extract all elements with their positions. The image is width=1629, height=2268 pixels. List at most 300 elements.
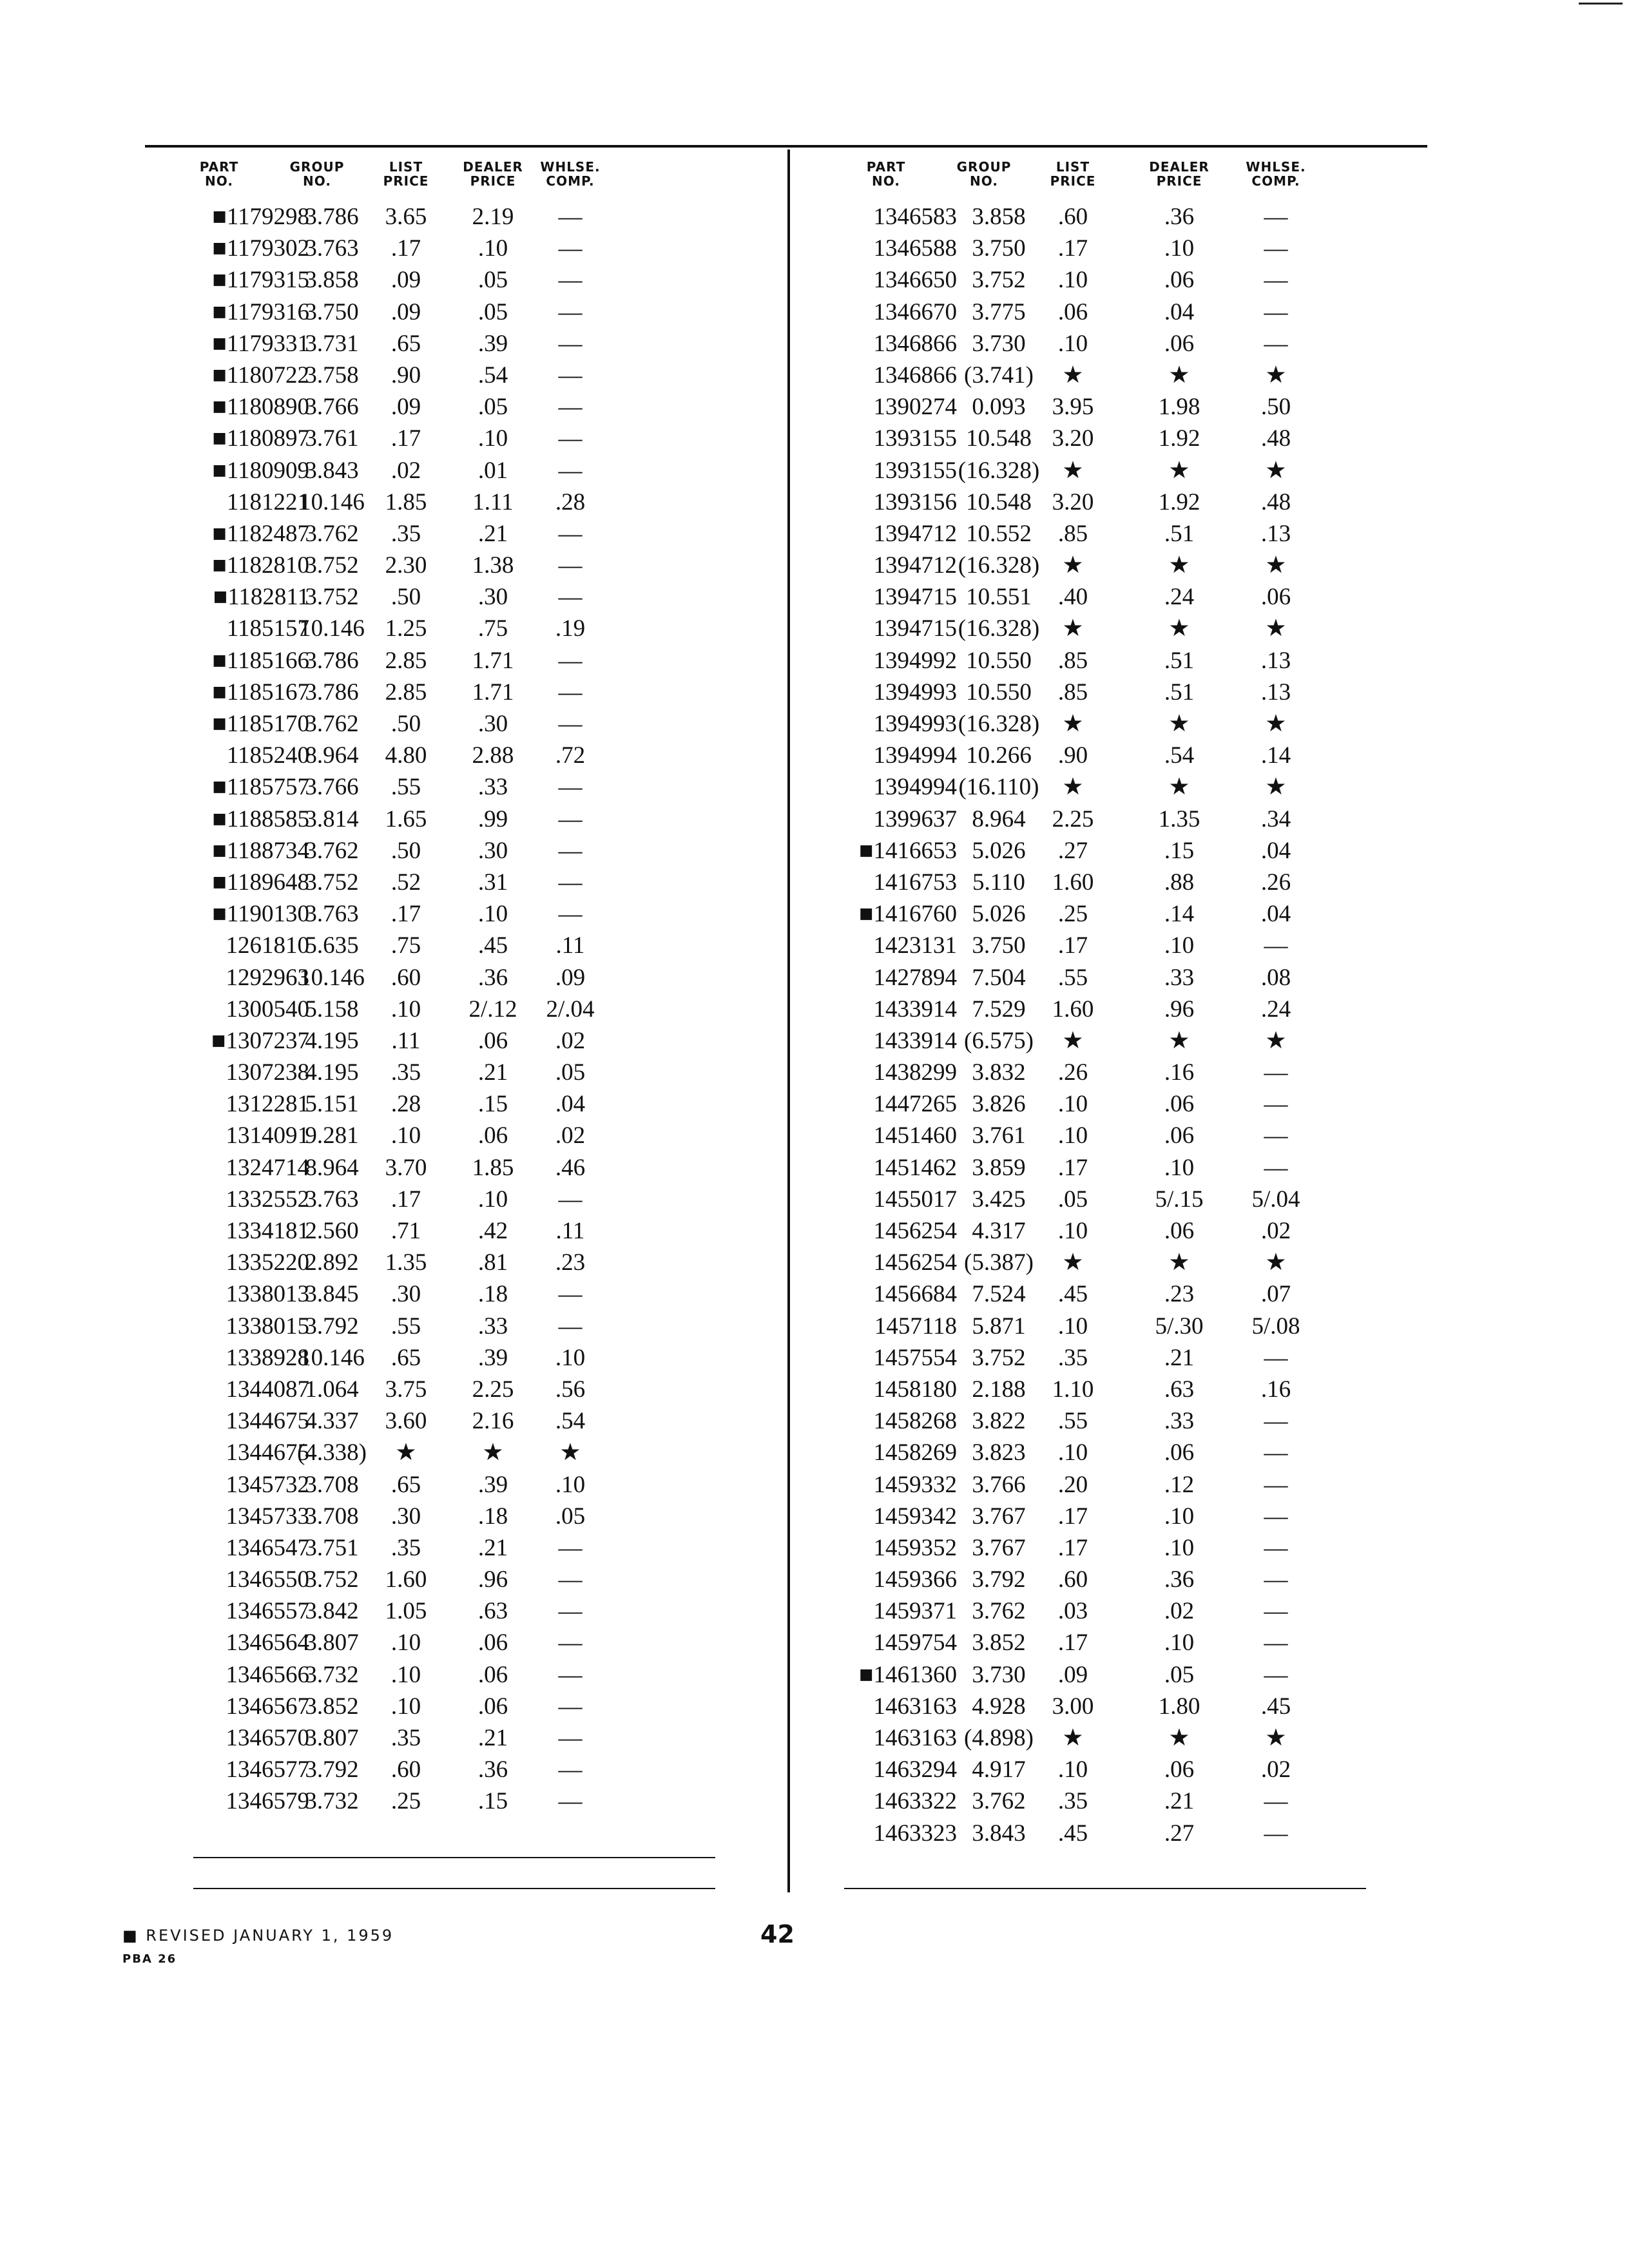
cell-whlse: .04 (1260, 837, 1291, 864)
cell-dealer: .36 (477, 1756, 508, 1783)
cell-part: ■1185757 (212, 774, 309, 801)
cell-group: 4.928 (972, 1693, 1026, 1720)
cell-whlse: — (558, 1312, 583, 1340)
cell-part: 1433914 (873, 995, 957, 1023)
cell-group: 3.758 (305, 361, 359, 389)
cell-list: ★ (1062, 1027, 1084, 1054)
cell-part: 1346566 (226, 1661, 309, 1688)
cell-group: 3.766 (305, 394, 359, 421)
cell-group: 3.859 (972, 1154, 1026, 1181)
table-row (145, 994, 786, 1025)
cell-dealer: .05 (1164, 1661, 1195, 1688)
table-row (793, 771, 1431, 803)
table-row (793, 867, 1431, 898)
cell-dealer: .10 (477, 235, 508, 262)
table-row (145, 1469, 786, 1501)
cell-whlse: 2/.04 (546, 995, 595, 1023)
cell-whlse: — (558, 805, 583, 832)
table-row (145, 1374, 786, 1405)
cell-whlse: — (1264, 1598, 1288, 1625)
cell-dealer: .06 (1164, 267, 1195, 294)
cell-group: 3.730 (972, 330, 1026, 357)
cell-whlse: .26 (1260, 869, 1291, 896)
cell-dealer: .06 (1164, 1218, 1195, 1244)
cell-list: ★ (1062, 615, 1084, 642)
cell-group: 3.852 (305, 1693, 359, 1720)
cell-group: 3.858 (972, 204, 1026, 230)
cell-group: 3.763 (305, 1186, 359, 1213)
cell-list: .35 (390, 1059, 421, 1086)
table-row (145, 1722, 786, 1754)
cell-part: ■1180890 (212, 394, 309, 421)
cell-dealer: .99 (477, 805, 508, 832)
cell-part: 1324714 (226, 1154, 309, 1181)
cell-list: ★ (1062, 457, 1084, 484)
cell-dealer: .21 (477, 520, 508, 547)
cell-group: 3.752 (972, 1344, 1026, 1371)
cell-list: .10 (1057, 1122, 1088, 1149)
table-row (793, 1501, 1431, 1532)
cell-group: 5.151 (305, 1091, 359, 1118)
table-row (793, 740, 1431, 771)
cell-group: 3.786 (305, 647, 359, 674)
cell-dealer: .31 (477, 869, 508, 896)
cell-group: (16.110) (958, 774, 1039, 801)
cell-part: 1394994 (873, 742, 957, 769)
cell-whlse: — (558, 1566, 583, 1593)
cell-group: (16.328) (958, 552, 1040, 579)
table-row (145, 1088, 786, 1120)
cell-group: 5.026 (972, 837, 1026, 864)
cell-group: 2.560 (305, 1218, 359, 1244)
table-row (145, 201, 786, 233)
cell-dealer: .88 (1164, 869, 1195, 896)
cell-list: .45 (1057, 1281, 1088, 1308)
cell-group: 3.775 (972, 298, 1026, 325)
cell-whlse: .04 (555, 1091, 586, 1118)
cell-group: 3.767 (972, 1534, 1026, 1561)
cell-group: 4.195 (305, 1027, 359, 1054)
cell-list: .55 (1057, 1408, 1088, 1435)
cell-dealer: .12 (1164, 1471, 1195, 1498)
table-row (145, 264, 786, 296)
table-row (793, 1278, 1431, 1310)
cell-group: 3.731 (305, 330, 359, 357)
cell-dealer: .33 (1164, 964, 1195, 991)
cell-group: 8.964 (972, 805, 1026, 832)
cell-dealer: .45 (477, 932, 508, 959)
cell-group: 3.761 (305, 425, 359, 452)
cell-whlse: .34 (1260, 805, 1291, 832)
cell-list: .17 (1057, 1503, 1088, 1530)
cell-list: .10 (390, 995, 421, 1023)
cell-dealer: .06 (1164, 330, 1195, 357)
cell-list: .50 (390, 711, 421, 737)
cell-part: ■1182487 (212, 520, 309, 547)
table-row (793, 360, 1431, 391)
cell-whlse: — (558, 1756, 583, 1783)
table-row (793, 423, 1431, 454)
cell-group: 3.761 (972, 1122, 1026, 1149)
table-row (793, 1057, 1431, 1088)
cell-whlse: — (1264, 1408, 1288, 1435)
cell-list: .11 (391, 1027, 421, 1054)
cell-group: 3.752 (972, 267, 1026, 294)
table-row (145, 1659, 786, 1691)
cell-whlse: — (1264, 1091, 1288, 1118)
cell-whlse: — (1264, 1471, 1288, 1498)
cell-list: .10 (1057, 1218, 1088, 1244)
cell-list: .50 (390, 837, 421, 864)
cell-list: .55 (390, 774, 421, 801)
right-bottom-rule (844, 1888, 1366, 1889)
table-row (793, 518, 1431, 550)
table-row (145, 803, 786, 835)
table-row (145, 1278, 786, 1310)
table-row (793, 550, 1431, 581)
cell-whlse: ★ (1265, 774, 1287, 801)
table-row (793, 1659, 1431, 1691)
cell-list: .17 (1057, 932, 1088, 959)
cell-list: .35 (390, 1725, 421, 1751)
cell-dealer: 1.92 (1158, 488, 1200, 515)
cell-part: 1345732 (226, 1471, 309, 1498)
cell-list: .60 (1057, 204, 1088, 230)
cell-whlse: 5/.08 (1251, 1312, 1300, 1340)
cell-dealer: 1.85 (472, 1154, 514, 1181)
table-row (145, 550, 786, 581)
cell-part: 1459342 (873, 1503, 957, 1530)
cell-part: 1455017 (873, 1186, 957, 1213)
table-row (145, 1564, 786, 1595)
cell-part: 1438299 (873, 1059, 957, 1086)
cell-part: ■1180722 (212, 361, 309, 389)
cell-list: 3.20 (1052, 425, 1094, 452)
table-row (145, 1247, 786, 1278)
cell-list: .60 (390, 1756, 421, 1783)
cell-group: 3.843 (972, 1820, 1026, 1847)
cell-group: 3.843 (305, 457, 359, 484)
cell-dealer: .18 (477, 1281, 508, 1308)
cell-whlse: — (558, 869, 583, 896)
cell-whlse: .02 (1260, 1756, 1291, 1783)
cell-part: 1334181 (226, 1218, 309, 1244)
table-row (145, 930, 786, 961)
cell-group: 3.752 (305, 552, 359, 579)
table-row (145, 1595, 786, 1627)
cell-whlse: — (558, 901, 583, 928)
cell-whlse: — (558, 1661, 583, 1688)
table-row (793, 233, 1431, 264)
cell-list: 1.85 (385, 488, 427, 515)
cell-dealer: .51 (1164, 647, 1195, 674)
table-row (793, 613, 1431, 644)
table-row (145, 771, 786, 803)
cell-part: ■1188734 (212, 837, 309, 864)
cell-list: 1.60 (1052, 869, 1094, 896)
table-row (793, 677, 1431, 708)
cell-part: 1456684 (873, 1281, 957, 1308)
table-row (145, 867, 786, 898)
cell-part: 1447265 (873, 1091, 957, 1118)
cell-group: 5.158 (305, 995, 359, 1023)
table-row (145, 1057, 786, 1088)
cell-dealer: .24 (1164, 584, 1195, 611)
cell-whlse: — (558, 1629, 583, 1657)
cell-part: 1346570 (226, 1725, 309, 1751)
cell-dealer: .21 (477, 1725, 508, 1751)
cell-dealer: 1.92 (1158, 425, 1200, 452)
cell-part: ■1179331 (212, 330, 309, 357)
table-row (145, 740, 786, 771)
cell-whlse: — (558, 647, 583, 674)
cell-whlse: — (1264, 298, 1288, 325)
table-row (793, 1342, 1431, 1374)
cell-part: 1458180 (873, 1376, 957, 1403)
cell-list: .85 (1057, 520, 1088, 547)
cell-part: ■1185166 (212, 647, 309, 674)
table-row (145, 1691, 786, 1722)
cell-part: 1344087 (226, 1376, 309, 1403)
cell-whlse: .02 (555, 1122, 586, 1149)
cell-dealer: 1.98 (1158, 394, 1200, 421)
cell-dealer: .14 (1164, 901, 1195, 928)
cell-list: .03 (1057, 1598, 1088, 1625)
cell-dealer: .96 (1164, 995, 1195, 1023)
table-row (793, 645, 1431, 677)
cell-dealer: 1.11 (472, 488, 514, 515)
cell-part: 1458268 (873, 1408, 957, 1435)
cell-list: 1.25 (385, 615, 427, 642)
cell-part: 1346866 (873, 330, 957, 357)
table-row (145, 613, 786, 644)
cell-whlse: .56 (555, 1376, 586, 1403)
table-row (145, 1754, 786, 1785)
cell-list: ★ (1062, 711, 1084, 737)
cell-part: 1346866 (873, 361, 957, 389)
cell-dealer: .18 (477, 1503, 508, 1530)
cell-part: 1346557 (226, 1598, 309, 1625)
table-row (793, 1469, 1431, 1501)
cell-group: 3.807 (305, 1629, 359, 1657)
cell-whlse: ★ (1265, 615, 1287, 642)
cell-dealer: .06 (477, 1693, 508, 1720)
cell-part: 1451460 (873, 1122, 957, 1149)
cell-dealer: 5/.15 (1155, 1186, 1204, 1213)
cell-list: .60 (390, 964, 421, 991)
cell-list: .35 (1057, 1788, 1088, 1815)
cell-dealer: .54 (1164, 742, 1195, 769)
table-row (145, 391, 786, 423)
cell-whlse: .72 (555, 742, 586, 769)
cell-whlse: ★ (1265, 552, 1287, 579)
cell-group: 3.823 (972, 1439, 1026, 1466)
table-row (793, 1025, 1431, 1057)
cell-list: .45 (1057, 1820, 1088, 1847)
cell-part: 1345733 (226, 1503, 309, 1530)
table-row (145, 360, 786, 391)
cell-whlse: .50 (1260, 394, 1291, 421)
cell-group: (6.575) (964, 1027, 1034, 1054)
cell-whlse: .54 (555, 1408, 586, 1435)
table-row (145, 1311, 786, 1342)
cell-part: 1390274 (873, 394, 957, 421)
cell-part: 1185240 (226, 742, 309, 769)
cell-part: 1394715 (873, 584, 957, 611)
cell-part: ■1188585 (212, 805, 309, 832)
cell-part: 1346550 (226, 1566, 309, 1593)
cell-part: 1393155 (873, 457, 957, 484)
cell-dealer: .06 (477, 1122, 508, 1149)
cell-group: 3.732 (305, 1661, 359, 1688)
header-part-no: PART NO. (199, 159, 239, 189)
cell-list: .09 (390, 298, 421, 325)
cell-part: ■1182811 (213, 584, 309, 611)
cell-group: 3.792 (305, 1756, 359, 1783)
table-row (793, 1405, 1431, 1437)
cell-part: 1181221 (226, 488, 309, 515)
cell-list: .10 (1057, 1091, 1088, 1118)
cell-dealer: .51 (1164, 678, 1195, 706)
table-row (145, 1627, 786, 1658)
cell-whlse: — (1264, 1534, 1288, 1561)
cell-group: (16.328) (958, 457, 1040, 484)
cell-part: ■1179298 (212, 204, 309, 230)
cell-whlse: .11 (555, 1218, 585, 1244)
cell-group: 3.425 (972, 1186, 1026, 1213)
cell-whlse: ★ (1265, 1725, 1287, 1751)
cell-group: 7.504 (972, 964, 1026, 991)
cell-part: 1459366 (873, 1566, 957, 1593)
cell-dealer: .33 (477, 774, 508, 801)
cell-part: 1346650 (873, 267, 957, 294)
cell-dealer: .51 (1164, 520, 1195, 547)
cell-list: .09 (390, 267, 421, 294)
table-row (145, 581, 786, 613)
cell-list: .55 (390, 1312, 421, 1340)
cell-whlse: — (558, 837, 583, 864)
cell-dealer: .05 (477, 267, 508, 294)
cell-group: (4.898) (964, 1725, 1034, 1751)
cell-whlse: — (558, 1534, 583, 1561)
table-row (793, 1691, 1431, 1722)
cell-dealer: .01 (477, 457, 508, 484)
cell-list: .90 (1057, 742, 1088, 769)
cell-list: .17 (1057, 1534, 1088, 1561)
cell-part: 1458269 (873, 1439, 957, 1466)
cell-list: 3.60 (385, 1408, 427, 1435)
cell-dealer: .04 (1164, 298, 1195, 325)
cell-dealer: 1.80 (1158, 1693, 1200, 1720)
cell-dealer: .30 (477, 837, 508, 864)
table-row (145, 455, 786, 486)
form-code: PBA 26 (122, 1952, 177, 1966)
table-row (793, 264, 1431, 296)
cell-part: 1399637 (873, 805, 957, 832)
table-row (793, 930, 1431, 961)
cell-whlse: .13 (1260, 520, 1291, 547)
cell-group: 3.822 (972, 1408, 1026, 1435)
cell-group: 3.750 (972, 235, 1026, 262)
cell-whlse: ★ (559, 1439, 581, 1466)
cell-whlse: — (1264, 1820, 1288, 1847)
cell-dealer: .15 (477, 1091, 508, 1118)
cell-group: 3.763 (305, 901, 359, 928)
cell-whlse: — (558, 1186, 583, 1213)
cell-list: 1.05 (385, 1598, 427, 1625)
cell-whlse: — (558, 774, 583, 801)
cell-part: 1416753 (873, 869, 957, 896)
cell-dealer: .36 (1164, 204, 1195, 230)
cell-dealer: .10 (1164, 1154, 1195, 1181)
cell-part: 1346579 (226, 1788, 309, 1815)
cell-whlse: .13 (1260, 647, 1291, 674)
table-row (145, 898, 786, 930)
left-table-header (145, 149, 786, 201)
cell-dealer: .10 (1164, 235, 1195, 262)
table-row (145, 296, 786, 328)
cell-group: 3.786 (305, 678, 359, 706)
cell-whlse: 5/.04 (1251, 1186, 1300, 1213)
cell-dealer: .33 (477, 1312, 508, 1340)
table-row (145, 1532, 786, 1564)
cell-part: 1423131 (873, 932, 957, 959)
cell-dealer: .81 (477, 1249, 508, 1276)
cell-group: 3.752 (305, 1566, 359, 1593)
cell-group: 3.730 (972, 1661, 1026, 1688)
cell-dealer: .05 (477, 394, 508, 421)
cell-part: 1344675 (226, 1439, 309, 1466)
cell-list: .85 (1057, 678, 1088, 706)
cell-whlse: — (558, 394, 583, 421)
cell-part: 1463163 (873, 1725, 957, 1751)
cell-list: .65 (390, 330, 421, 357)
cell-list: .90 (390, 361, 421, 389)
cell-group: 3.763 (305, 235, 359, 262)
cell-dealer: .30 (477, 584, 508, 611)
table-row (145, 1120, 786, 1151)
cell-whlse: — (1264, 1122, 1288, 1149)
cell-group: 3.814 (305, 805, 359, 832)
cell-dealer: ★ (1168, 615, 1190, 642)
table-row (793, 1754, 1431, 1785)
cell-list: .27 (1057, 837, 1088, 864)
cell-dealer: .63 (1164, 1376, 1195, 1403)
cell-dealer: .10 (477, 1186, 508, 1213)
table-row (145, 1405, 786, 1437)
cell-whlse: — (558, 1598, 583, 1625)
cell-group: 3.842 (305, 1598, 359, 1625)
cell-group: 5.026 (972, 901, 1026, 928)
table-row (793, 1722, 1431, 1754)
cell-dealer: 2.25 (472, 1376, 514, 1403)
cell-list: ★ (1062, 361, 1084, 389)
cell-whlse: — (558, 330, 583, 357)
cell-dealer: 2.88 (472, 742, 514, 769)
cell-list: .65 (390, 1344, 421, 1371)
cell-group: 4.337 (305, 1408, 359, 1435)
cell-whlse: .45 (1260, 1693, 1291, 1720)
cell-part: 1433914 (873, 1027, 957, 1054)
cell-part: 1459754 (873, 1629, 957, 1657)
cell-part: ■1416760 (859, 901, 957, 928)
cell-group: 10.551 (966, 584, 1032, 611)
cell-whlse: — (558, 267, 583, 294)
cell-part: ■1461360 (859, 1661, 957, 1688)
cell-dealer: .39 (477, 330, 508, 357)
cell-group: 3.762 (972, 1788, 1026, 1815)
column-divider (787, 149, 790, 1892)
